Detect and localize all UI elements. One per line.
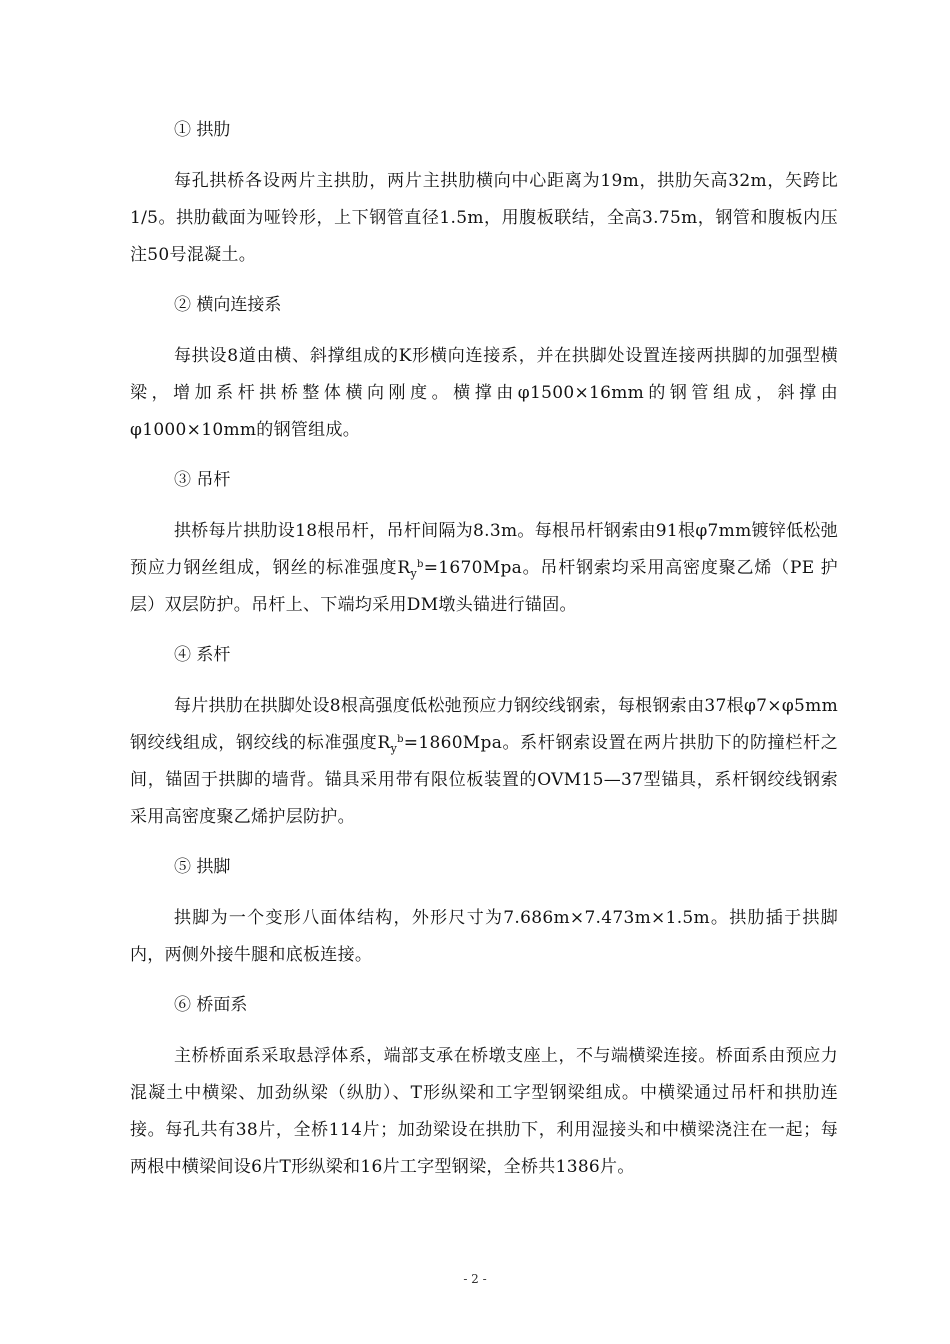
section-heading-arch-rib: ① 拱肋: [174, 120, 231, 140]
section-heading-lateral-bracing: ② 横向连接系: [174, 295, 282, 315]
page-number: - 2 -: [463, 1272, 487, 1286]
section-heading-deck-system: ⑥ 桥面系: [174, 995, 248, 1015]
superscript-b: b: [397, 734, 404, 745]
paragraph-hanger: 拱桥每片拱肋设18根吊杆，吊杆间隔为8.3m。每根吊杆钢索由91根φ7mm镀锌低松弛预应力钢丝组成，钢丝的标准强度$R_y^b=1670Mpa$。吊杆钢索均采用高密度聚乙烯（PE 护层）双层防护。吊杆上、下端均采用DM墩头锚进行锚固。: [130, 521, 838, 615]
paragraph-deck-system: 主桥桥面系采取悬浮体系，端部支承在桥墩支座上，不与端横梁连接。桥面系由预应力混凝土中横梁、加劲纵梁（纵肋）、T形纵梁和工字型钢梁组成。中横梁通过吊杆和拱肋连接。每孔共有38片，全桥114片；加劲梁设在拱肋下，利用湿接头和中横梁浇注在一起；每两根中横梁间设6片T形纵梁和16片工字型钢梁，全桥共1386片。: [130, 1046, 838, 1177]
paragraph-arch-rib: 每孔拱桥各设两片主拱肋，两片主拱肋横向中心距离为19m，拱肋矢高32m，矢跨比1/5。拱肋截面为哑铃形，上下钢管直径1.5m，用腹板联结，全高3.75m，钢管和腹板内压注50号混凝土。: [130, 171, 838, 265]
paragraph-arch-foot: 拱脚为一个变形八面体结构，外形尺寸为7.686m×7.473m×1.5m。拱肋插于拱脚内，两侧外接牛腿和底板连接。: [130, 908, 838, 965]
section-heading-arch-foot: ⑤ 拱脚: [174, 857, 231, 877]
subscript-y: y: [410, 567, 418, 580]
document-body: [130, 112, 838, 1199]
superscript-b: b: [417, 559, 424, 570]
paragraph-lateral-bracing: 每拱设8道由横、斜撑组成的K形横向连接系，并在拱脚处设置连接两拱脚的加强型横梁，增加系杆拱桥整体横向刚度。横撑由φ1500×16mm的钢管组成，斜撑由φ1000×10mm的钢管组成。: [130, 346, 838, 440]
paragraph-tie-rod: 每片拱肋在拱脚处设8根高强度低松弛预应力钢绞线钢索，每根钢索由37根φ7×φ5mm钢绞线组成，钢绞线的标准强度$R_y^b=1860Mpa$。系杆钢索设置在两片拱肋下的防撞栏杆之间，锚固于拱脚的墙背。锚具采用带有限位板装置的OVM15—37型锚具，系杆钢绞线钢索采用高密度聚乙烯护层防护。: [130, 696, 838, 827]
section-heading-hanger: ③ 吊杆: [174, 470, 231, 490]
section-heading-tie-rod: ④ 系杆: [174, 645, 231, 665]
subscript-y: y: [390, 742, 398, 755]
